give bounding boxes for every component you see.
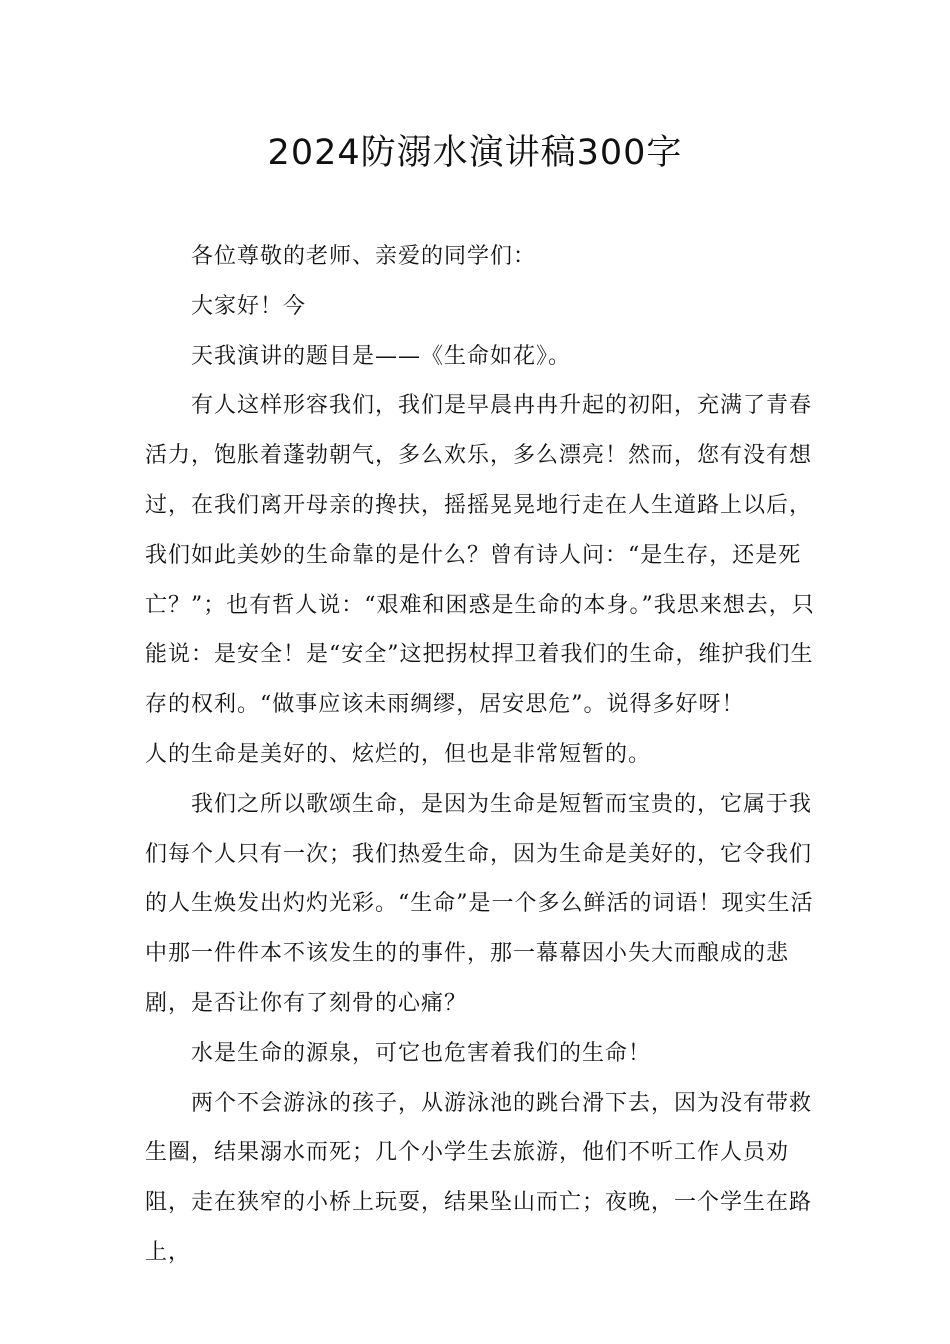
document-body bbox=[145, 232, 825, 1278]
paragraph: 水是生命的源泉，可它也危害着我们的生命！ bbox=[191, 1040, 652, 1066]
paragraph: 我们之所以歌颂生命，是因为生命是短暂而宝贵的，它属于我们每个人只有一次；我们热爱生命，因为生命是美好的，它令我们的人生焕发出灼灼光彩。“生命”是一个多么鲜活的词语！现实生活中那一件件本不该发生的的事件，那一幕幕因小失大而酿成的悲剧，是否让你有了刻骨的心痛？ bbox=[145, 791, 814, 1016]
paragraph: 大家好！今 bbox=[191, 293, 307, 319]
paragraph: 各位尊敬的老师、亲爱的同学们： bbox=[191, 244, 537, 269]
paragraph: 人的生命是美好的、炫烂的，但也是非常短暂的。 bbox=[145, 741, 652, 767]
paragraph: 有人这样形容我们，我们是早晨冉冉升起的初阳，充满了青春活力，饱胀着蓬勃朝气，多么欢乐，多么漂亮！然而，您有没有想过，在我们离开母亲的搀扶，摇摇晃晃地行走在人生道路上以后，我们如此美妙的生命靠的是什么？曾有诗人问：“是生存，还是死亡？”；也有哲人说：“艰难和困惑是生命的本身。”我思来想去，只能说：是安全！是“安全”这把拐杖捍卫着我们的生命，维护我们生存的权利。“做事应该未雨绸缪，居安思危”。说得多好呀！ bbox=[145, 393, 815, 718]
paragraph: 天我演讲的题目是——《生命如花》。 bbox=[191, 343, 572, 369]
paragraph: 两个不会游泳的孩子，从游泳池的跳台滑下去，因为没有带救生圈，结果溺水而死；几个小学生去旅游，他们不听工作人员劝阻，走在狭窄的小桥上玩耍，结果坠山而亡；夜晚，一个学生在路上， bbox=[145, 1090, 813, 1265]
document-title: 2024防溺水演讲稿300字 bbox=[267, 133, 683, 173]
